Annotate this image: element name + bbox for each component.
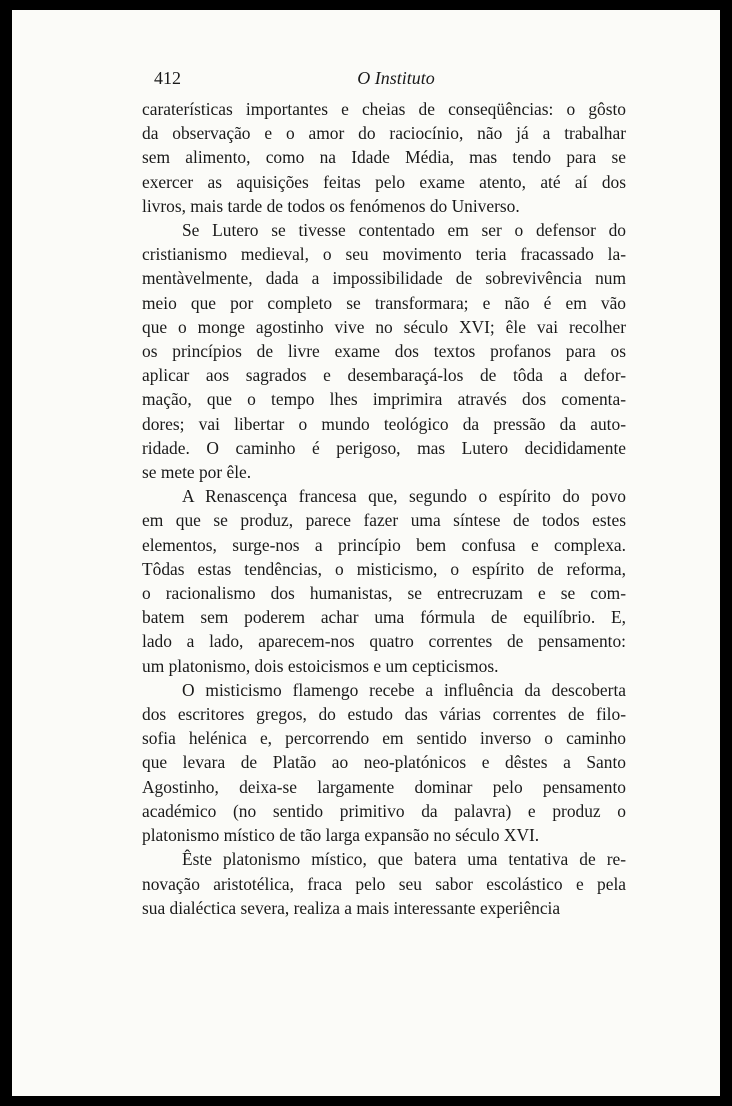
page-number: 412: [154, 68, 181, 88]
text-line: mentàvelmente, dada a impossibilidade de sobrevivência num: [142, 268, 626, 289]
paragraph: [142, 678, 626, 847]
text-line: elementos, surge-nos a princípio bem confusa e complexa.: [142, 534, 626, 555]
text-line: os princípios de livre exame dos textos profanos para os: [142, 341, 626, 362]
text-line: ridade. O caminho é perigoso, mas Lutero decididamente: [142, 437, 626, 458]
text-line: dos escritores gregos, do estudo das várias correntes de filo-: [142, 704, 626, 725]
text-line: académico (no sentido primitivo da palavra) e produz o: [142, 800, 626, 821]
text-line: que o monge agostinho vive no século XVI; êle vai recolher: [142, 316, 626, 337]
paragraph: [142, 847, 626, 920]
text-line: mação, que o tempo lhes imprimira através dos comenta-: [142, 389, 626, 410]
text-line: caraterísticas importantes e cheias de conseqüências: o gôsto: [142, 99, 626, 119]
page-header: [154, 68, 638, 94]
text-line: meio que por completo se transformara; e não é em vão: [142, 292, 626, 313]
text-line: lado a lado, aparecem-nos quatro correntes de pensamento:: [142, 631, 626, 652]
text-line: sofia helénica e, percorrendo em sentido inverso o caminho: [142, 728, 626, 749]
text-line: Agostinho, deixa-se largamente dominar pelo pensamento: [142, 776, 626, 797]
text-line: livros, mais tarde de todos os fenómenos do Universo.: [142, 195, 520, 216]
text-line: que levara de Platão ao neo-platónicos e dêstes a Santo: [142, 752, 626, 773]
text-line: cristianismo medieval, o seu movimento teria fracassado la-: [142, 244, 626, 265]
text-line: batem sem poderem achar uma fórmula de equilíbrio. E,: [142, 607, 626, 628]
text-line: da observação e o amor do raciocínio, não já a trabalhar: [142, 123, 626, 144]
paragraph: [142, 218, 626, 484]
text-line: aplicar aos sagrados e desembaraçá-los de tôda a defor-: [142, 365, 626, 386]
text-line: sem alimento, como na Idade Média, mas tendo para se: [142, 147, 626, 168]
running-title: O Instituto: [357, 68, 435, 88]
text-line: exercer as aquisições feitas pelo exame atento, até aí dos: [142, 171, 626, 192]
text-line: Tôdas estas tendências, o misticismo, o espírito de reforma,: [142, 558, 626, 579]
text-line: O misticismo flamengo recebe a influência da descoberta: [182, 679, 626, 700]
text-line: dores; vai libertar o mundo teológico da pressão da auto-: [142, 413, 626, 434]
text-line: A Renascença francesa que, segundo o espírito do povo: [182, 486, 626, 507]
text-line: novação aristotélica, fraca pelo seu sabor escolástico e pela: [142, 873, 626, 894]
text-line: um platonismo, dois estoicismos e um cepticismos.: [142, 655, 499, 676]
text-line: em que se produz, parece fazer uma síntese de todos estes: [142, 510, 626, 531]
text-line: se mete por êle.: [142, 462, 252, 483]
paragraph: [142, 97, 626, 218]
text-line: Êste platonismo místico, que batera uma tentativa de re-: [182, 849, 626, 870]
text-line: sua dialéctica severa, realiza a mais interessante experiência: [142, 897, 561, 918]
text-line: Se Lutero se tivesse contentado em ser o defensor do: [182, 220, 626, 241]
text-line: platonismo místico de tão larga expansão no século XVI.: [142, 825, 540, 846]
body-text: [142, 97, 626, 920]
paragraph: [142, 484, 626, 678]
text-line: o racionalismo dos humanistas, se entrecruzam e se com-: [142, 583, 626, 604]
